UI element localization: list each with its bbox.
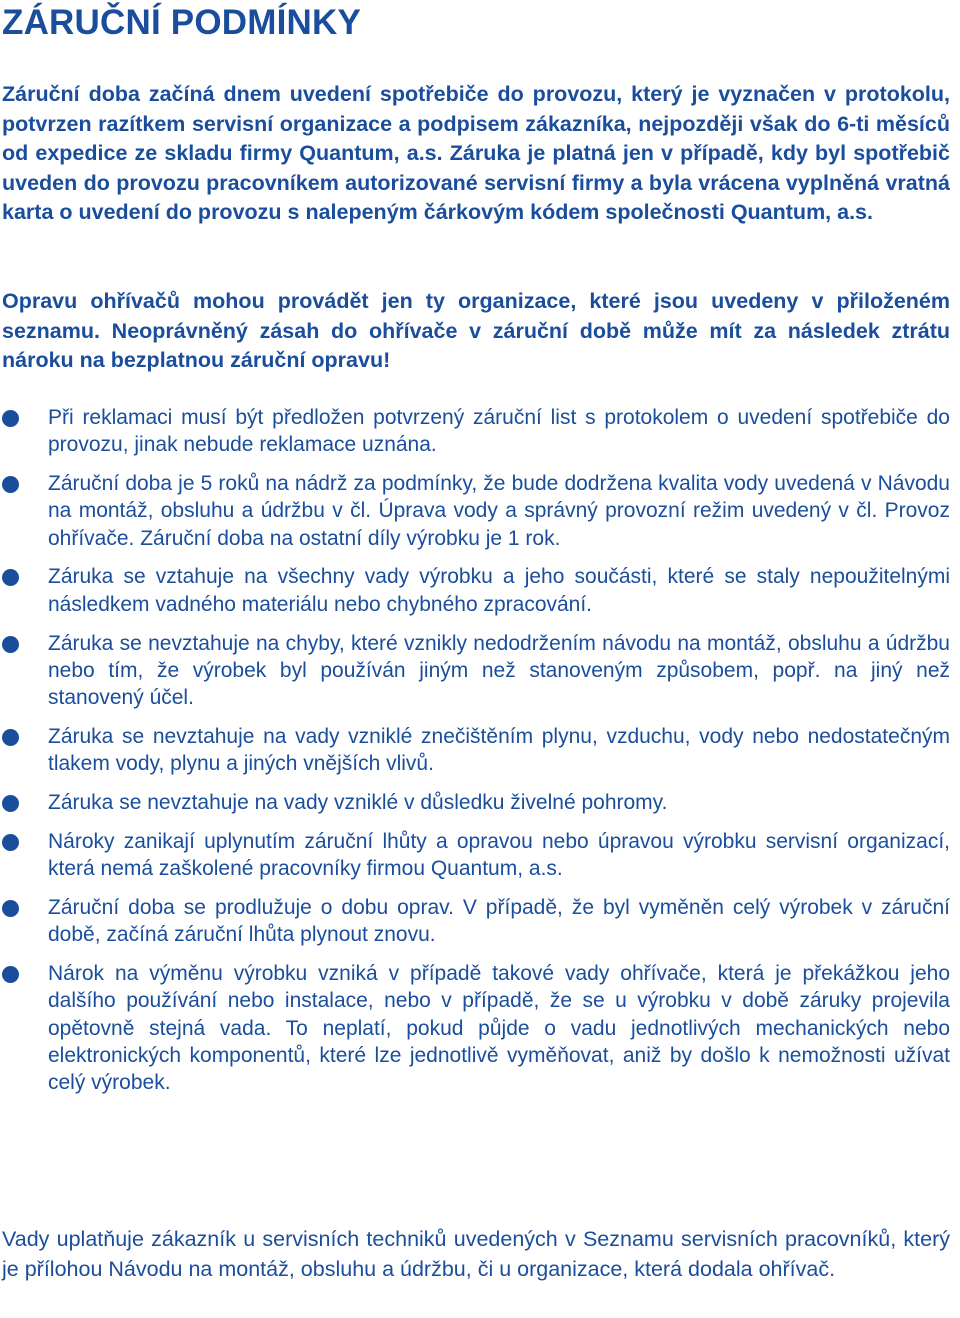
bullet-icon (2, 795, 19, 812)
list-item (2, 404, 950, 459)
page-title: ZÁRUČNÍ PODMÍNKY (2, 3, 362, 42)
list-item-text: Nároky zanikají uplynutím záruční lhůty a opravou nebo úpravou výrobku servisní organizací, která nemá zaškolené pracovníky firmou Quantum, a.s. (48, 829, 950, 881)
list-item-text: Záruka se nevztahuje na vady vzniklé znečištěním plynu, vzduchu, vody nebo nedostatečným tlakem vody, plynu a jiných vnějších vlivů. (48, 724, 950, 776)
list-item (2, 563, 950, 618)
footer-paragraph: Vady uplatňuje zákazník u servisních techniků uvedených v Seznamu servisních pracovníků, který je přílohou Návodu na montáž, obsluhu a údržbu, či u organizace, která dodala ohřívač. (2, 1227, 950, 1281)
bullet-icon (2, 636, 19, 653)
list-item-text: Nárok na výměnu výrobku vzniká v případě takové vady ohřívače, která je překážkou jeho dalšího používání nebo instalace, nebo v případě, že se u výrobku v době záruky projevila opětovně stejná vada. To neplatí, pokud půjde o vadu jednotlivých mechanických nebo elektronických komponentů, které lze jednotlivě vyměňovat, aniž by došlo k nemožnosti užívat celý výrobek. (48, 962, 950, 1095)
bullet-icon (2, 834, 19, 851)
list-item (2, 789, 950, 816)
list-item (2, 960, 950, 1096)
bullet-icon (2, 966, 19, 983)
list-item (2, 470, 950, 552)
list-item-text: Záruka se vztahuje na všechny vady výrobku a jeho součásti, které se staly nepoužitelnými následkem vadného materiálu nebo chybného zpracování. (48, 565, 950, 616)
list-item-text: Při reklamaci musí být předložen potvrzený záruční list s protokolem o uvedení spotřebiče do provozu, jinak nebude reklamace uznána. (48, 406, 950, 457)
list-item (2, 894, 950, 949)
bullet-icon (2, 729, 19, 746)
bullet-icon (2, 900, 19, 917)
list-item-text: Záruka se nevztahuje na vady vzniklé v důsledku živelné pohromy. (48, 791, 668, 815)
intro-paragraph: Záruční doba začíná dnem uvedení spotřebiče do provozu, který je vyznačen v protokolu, potvrzen razítkem servisní organizace a podpisem zákazníka, nejpozději však do 6-ti měsíců od expedice ze skladu firmy Quantum, a.s. Záruka je platná jen v případě, kdy byl spotřebič uveden do provozu pracovníkem autorizované servisní firmy a byla vrácena vyplněná vratná karta o uvedení do provozu s nalepeným čárkovým kódem společnosti Quantum, a.s. (2, 82, 950, 225)
list-item (2, 630, 950, 712)
list-item (2, 828, 950, 883)
list-item-text: Záruční doba se prodlužuje o dobu oprav. V případě, že byl vyměněn celý výrobek v záruční době, začíná záruční lhůta plynout znovu. (48, 895, 950, 947)
bullet-icon (2, 410, 19, 427)
bullet-icon (2, 569, 19, 586)
list-item-text: Záruční doba je 5 roků na nádrž za podmínky, že bude dodržena kvalita vody uvedená v Návodu na montáž, obsluhu a údržbu v čl. Úprava vody a správný provozní režim uvedený v čl. Provoz ohřívače. Záruční doba na ostatní díly výrobku je 1 rok. (48, 472, 950, 550)
conditions-list (2, 404, 950, 1108)
list-item (2, 723, 950, 778)
list-item-text: Záruka se nevztahuje na chyby, které vznikly nedodržením návodu na montáž, obsluhu a údržbu nebo tím, že výrobek byl používán jiným než stanoveným způsobem, popř. na jiný než stanovený účel. (48, 631, 950, 710)
repairs-paragraph: Opravu ohřívačů mohou provádět jen ty organizace, které jsou uvedeny v přiloženém seznamu. Neoprávněný zásah do ohřívače v záruční době může mít za následek ztrátu nároku na bezplatnou záruční opravu! (2, 289, 950, 373)
bullet-icon (2, 476, 19, 493)
